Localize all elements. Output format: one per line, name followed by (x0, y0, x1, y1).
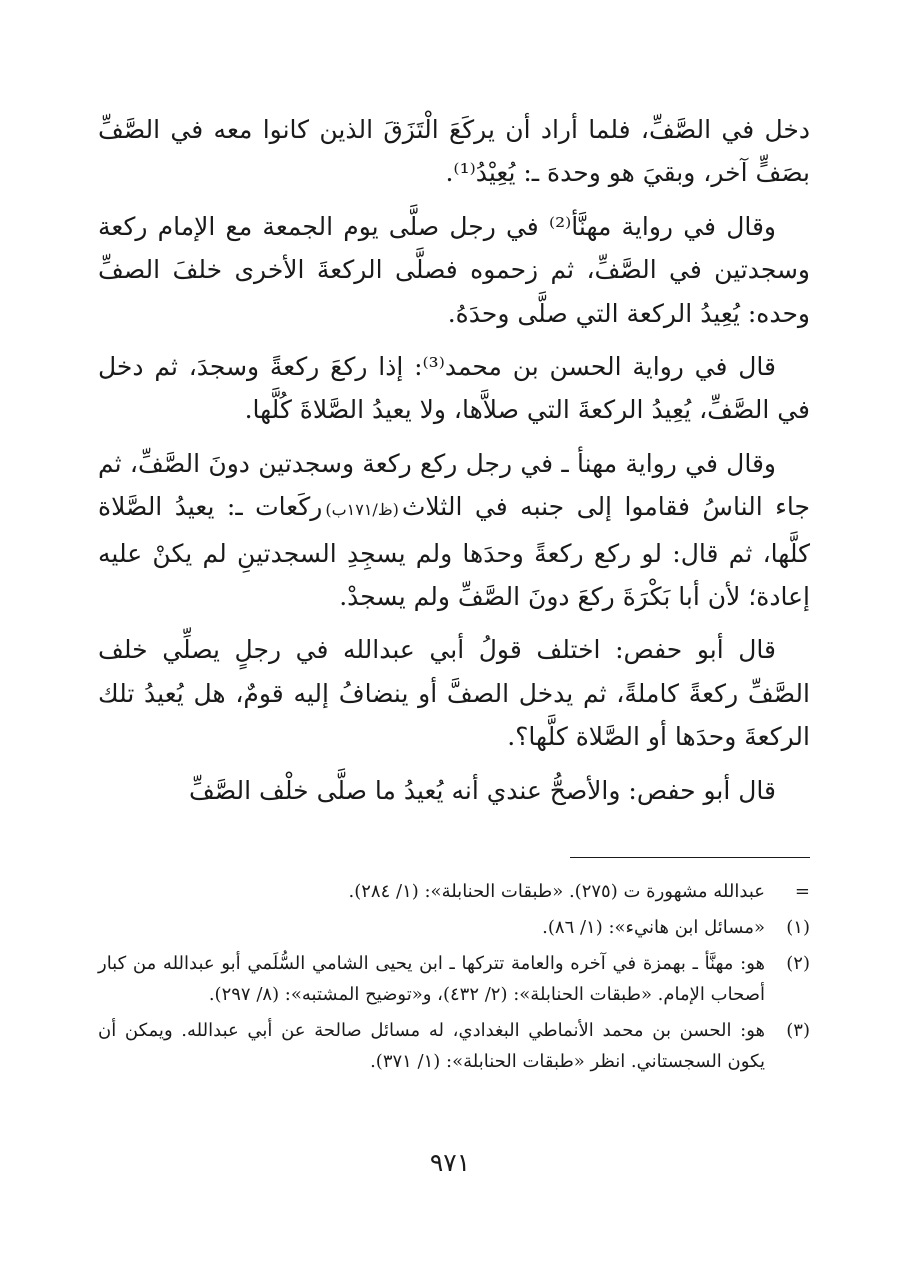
footnote-marker: (١) (786, 917, 810, 938)
footnote-text: هو: الحسن بن محمد الأنماطي البغدادي، له مسائل صالحة عن أبي عبدالله. ويمكن أن يكون السجستاني. انظر «طبقات الحنابلة»: (١/ ٣٧١). (98, 1020, 765, 1072)
paragraph-4-text-before: وقال في رواية مهنأ ـ في رجل ركع ركعة وسجدتين دونَ الصَّفِّ، ثم جاء الناسُ فقاموا إلى جنبه في الثلاث (98, 448, 810, 522)
footnote-3 (98, 1015, 810, 1077)
footnote-text: هو: مهنَّأ ـ بهمزة في آخره والعامة تتركها ـ ابن يحيى الشامي السُّلَمي أبو عبدالله من كبار أصحاب الإمام. «طبقات الحنابلة»: (٢/ ٤٣٢)، و«توضيح المشتبه»: (٨/ ٢٩٧). (98, 953, 765, 1005)
footnote-1 (98, 912, 810, 943)
paragraph-4 (98, 442, 810, 619)
footnote-marker: = (794, 881, 810, 902)
paragraph-3: قال في رواية الحسن بن محمد⁽³⁾: إذا ركعَ ركعةً وسجدَ، ثم دخل في الصَّفِّ، يُعِيدُ الركعةَ التي صلاَّها، ولا يعيدُ الصَّلاةَ كُلَّها. (98, 352, 810, 425)
footnote-text: «مسائل ابن هانيء»: (١/ ٨٦). (542, 917, 765, 938)
manuscript-folio-reference: (ظ/١٧١ب) (325, 500, 399, 520)
main-text (98, 108, 810, 822)
paragraph-5: قال أبو حفص: اختلف قولُ أبي عبدالله في رجلٍ يصلِّي خلف الصَّفِّ ركعةً كاملةً، ثم يدخل الصفَّ أو ينضافُ إليه قومٌ، هل يُعيدُ تلك الركعةَ وحدَها أو الصَّلاة كلَّها؟. (98, 635, 810, 752)
footnote-continuation (98, 876, 810, 907)
page-number: ٩٧١ (429, 1148, 471, 1177)
footnote-marker: (٣) (786, 1020, 810, 1041)
paragraph-1: دخل في الصَّفِّ، فلما أراد أن يركَعَ الْتَزَقَ الذين كانوا معه في الصَّفِّ بصَفٍّ آخر، وبقيَ هو وحدهَ ـ: يُعِيْدُ⁽¹⁾. (98, 115, 810, 188)
footnote-marker: (٢) (786, 953, 810, 974)
paragraph-4-text-after: ركَعات ـ: يعيدُ الصَّلاة كلَّها، ثم قال: لو ركع ركعةً وحدَها ولم يسجِدِ السجدتينِ لم يكنْ عليه إعادة؛ لأن أبا بَكْرَةَ ركعَ دونَ الصَّفِّ ولم يسجدْ. (98, 492, 810, 612)
footnote-separator (570, 857, 810, 858)
footnote-text: عبدالله مشهورة ت (٢٧٥). «طبقات الحنابلة»: (١/ ٢٨٤). (348, 881, 765, 902)
paragraph-6: قال أبو حفص: والأصحُّ عندي أنه يُعيدُ ما صلَّى خلْف الصَّفِّ (188, 775, 776, 805)
paragraph-2: وقال في رواية مهنَّأ⁽²⁾ في رجل صلَّى يوم الجمعة مع الإمام ركعة وسجدتين في الصَّفِّ، ثم زحموه فصلَّى الركعةَ الأخرى خلفَ الصفِّ وحده: يُعِيدُ الركعة التي صلَّى وحدَهُ. (98, 211, 810, 328)
footnotes (98, 876, 810, 1082)
footnote-2 (98, 948, 810, 1010)
